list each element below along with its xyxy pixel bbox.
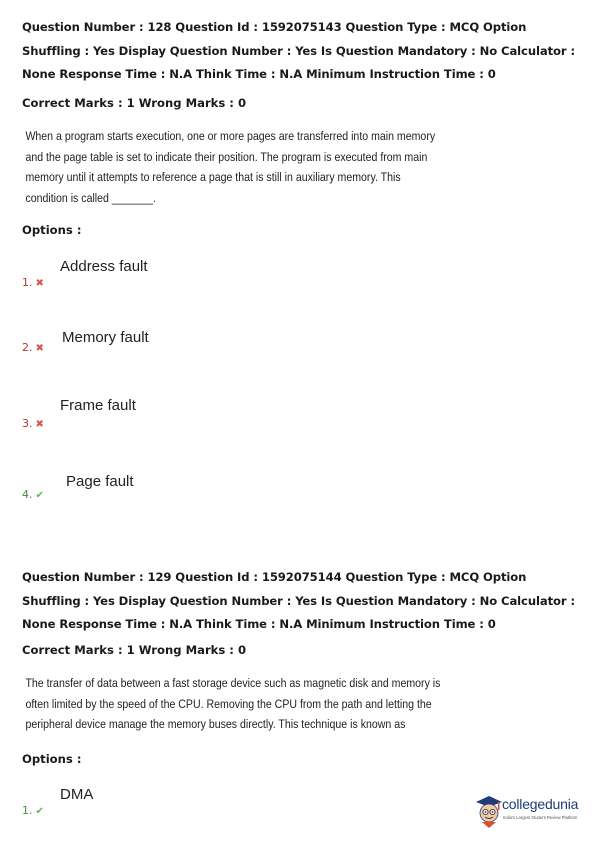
question-text-line: memory until it attempts to reference a page that is still in auxiliary memory. This (25, 170, 401, 184)
options-label: Options : (22, 752, 82, 766)
option-number: 3. ✖ (22, 417, 44, 430)
question-text (22, 126, 435, 208)
option-text[interactable]: DMA (60, 786, 94, 803)
question-text (22, 673, 440, 735)
collegedunia-logo (474, 792, 592, 832)
option-number: 1. ✖ (22, 276, 44, 289)
question-meta: Question Number : 128 Question Id : 1592075143 Question Type : MCQ Option Shuffling : Yes Display Question Number : Yes Is Question Mandatory : No Calculator : None Response Time : N.A Think Time : N.A Minimum Instruction Time : 0 (22, 20, 575, 81)
options-label: Options : (22, 223, 82, 237)
option-number: 4. ✔ (22, 488, 44, 501)
question-text-line: and the page table is set to indicate their position. The program is executed from main (25, 149, 428, 164)
question-text-line: condition is called _______. (25, 190, 156, 205)
graduate-mascot-icon (474, 794, 504, 828)
option-text[interactable]: Memory fault (62, 329, 149, 346)
option-text[interactable]: Address fault (60, 258, 148, 275)
question-marks: Correct Marks : 1 Wrong Marks : 0 (22, 643, 247, 657)
logo-tagline: India's Largest Student Review Platform (503, 815, 578, 820)
wrong-cross-icon: ✖ (35, 419, 44, 430)
correct-check-icon: ✔ (35, 806, 44, 817)
question-text-line: The transfer of data between a fast storage device such as magnetic disk and memory is (25, 676, 441, 690)
option-number: 2. ✖ (22, 341, 44, 354)
question-meta: Question Number : 129 Question Id : 1592075144 Question Type : MCQ Option Shuffling : Yes Display Question Number : Yes Is Question Mandatory : No Calculator : None Response Time : N.A Think Time : N.A Minimum Instruction Time : 0 (22, 570, 575, 631)
wrong-cross-icon: ✖ (35, 343, 44, 354)
question-text-line: peripheral device manage the memory buses directly. This technique is known as (25, 717, 406, 731)
question-text-line: often limited by the speed of the CPU. Removing the CPU from the path and letting the (25, 696, 432, 711)
wrong-cross-icon: ✖ (35, 278, 44, 289)
correct-check-icon: ✔ (35, 490, 44, 501)
logo-wordmark: collegedunia (502, 796, 579, 812)
question-marks: Correct Marks : 1 Wrong Marks : 0 (22, 96, 247, 110)
option-number: 1. ✔ (22, 804, 44, 817)
question-text-line: When a program starts execution, one or more pages are transferred into main memory (25, 129, 436, 143)
option-text[interactable]: Frame fault (60, 397, 136, 414)
option-text[interactable]: Page fault (66, 473, 134, 490)
